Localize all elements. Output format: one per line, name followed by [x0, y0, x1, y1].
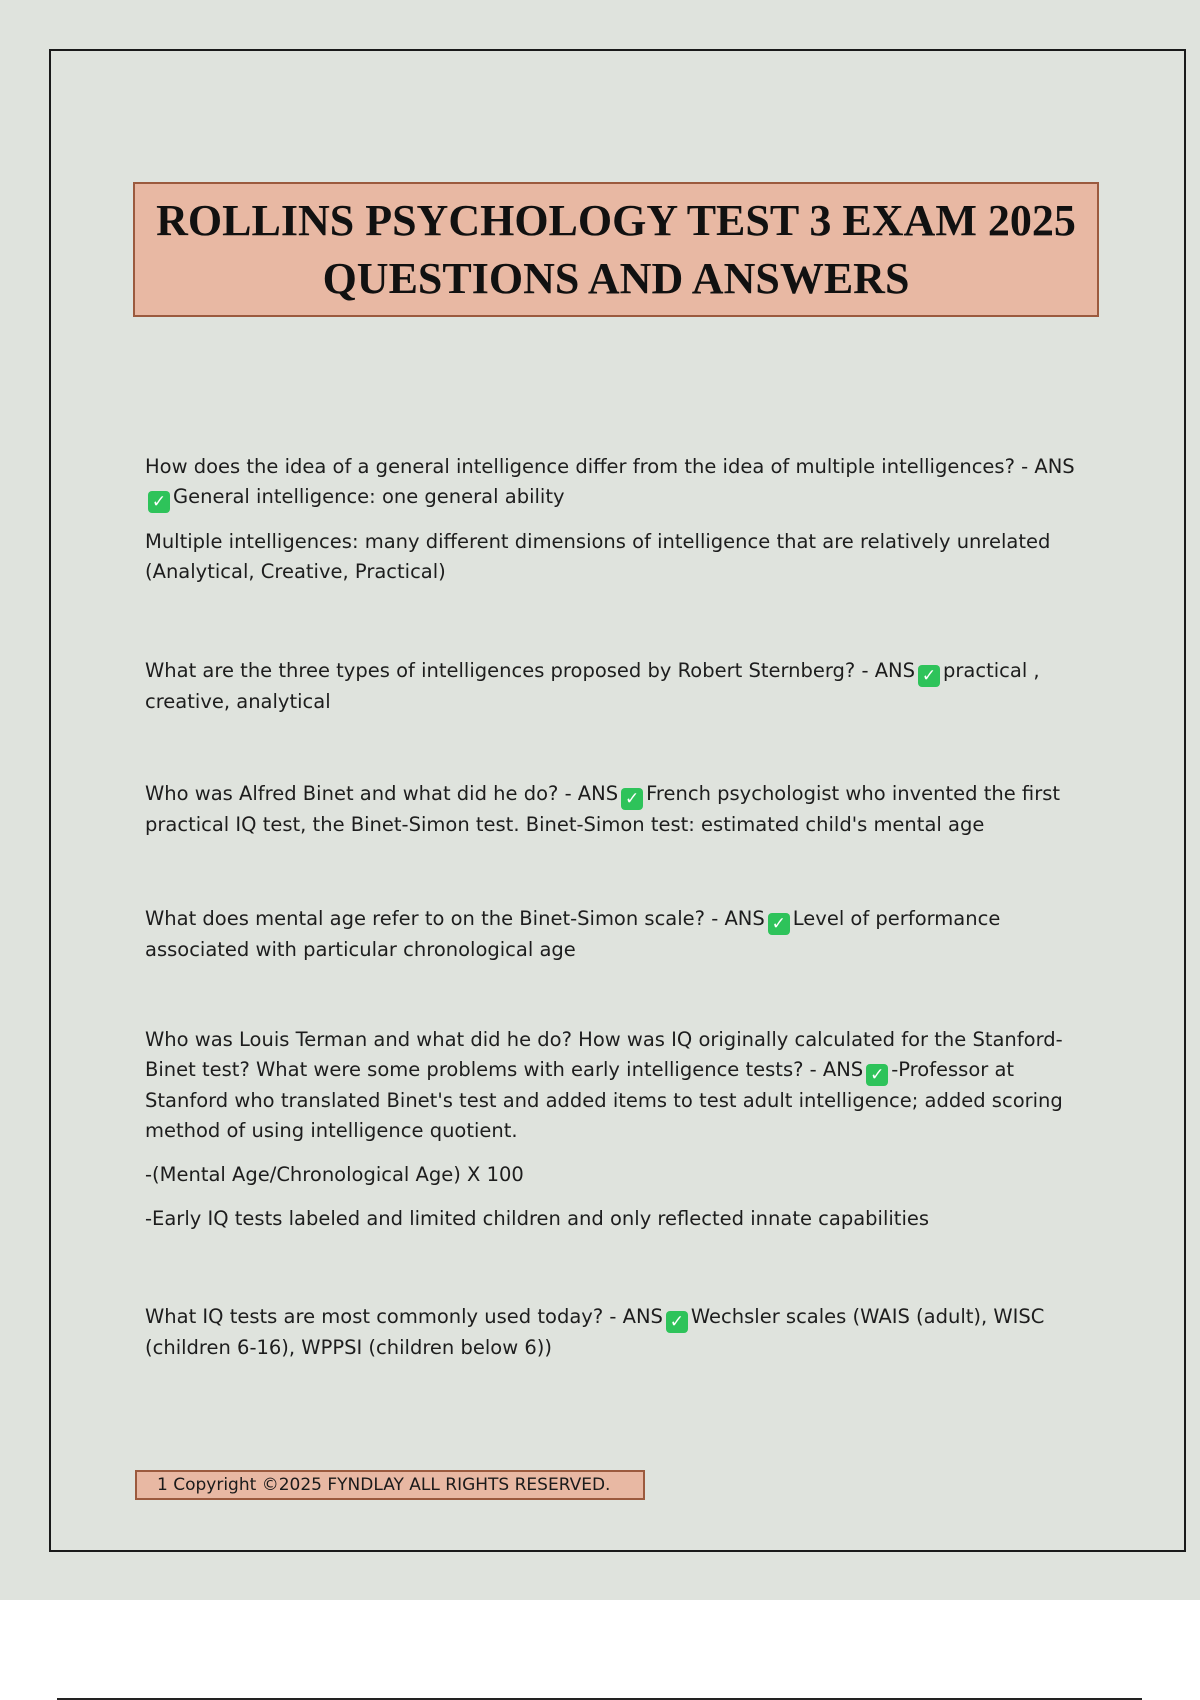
answer-text: French psychologist who invented the first practical IQ test, the Binet-Simon test. Binet-Simon test: estimated child's mental age	[145, 782, 1061, 836]
checkmark-icon: ✓	[148, 491, 170, 513]
answer-extra-line: -(Mental Age/Chronological Age) X 100	[145, 1163, 524, 1186]
qa-block-5	[145, 1025, 1085, 1248]
checkmark-icon: ✓	[866, 1064, 888, 1086]
qa-item	[145, 452, 1085, 513]
answer-extra-line: Multiple intelligences: many different dimensions of intelligence that are relatively unrelated (Analytical, Creative, Practical)	[145, 530, 1051, 583]
answer-text: Wechsler scales (WAIS (adult), WISC (children 6-16), WPPSI (children below 6))	[145, 1305, 1045, 1359]
qa-item	[145, 779, 1085, 840]
question-text: What IQ tests are most commonly used today? - ANS	[145, 1305, 663, 1328]
qa-block-4	[145, 904, 1085, 979]
qa-block-3	[145, 779, 1085, 854]
answer-extra-line: -Early IQ tests labeled and limited children and only reflected innate capabilities	[145, 1207, 930, 1230]
qa-item	[145, 1302, 1085, 1363]
qa-item	[145, 904, 1085, 965]
answer-text: Level of performance associated with particular chronological age	[145, 907, 1001, 961]
answer-text: -Professor at Stanford who translated Binet's test and added items to test adult intelligence; added scoring method of using intelligence quotient.	[145, 1058, 1063, 1142]
checkmark-icon: ✓	[666, 1311, 688, 1333]
question-text: How does the idea of a general intelligence differ from the idea of multiple intelligences? - ANS	[145, 455, 1075, 478]
qa-block-6	[145, 1302, 1085, 1377]
qa-block-2	[145, 656, 1085, 731]
question-text: Who was Alfred Binet and what did he do? - ANS	[145, 782, 619, 805]
checkmark-icon: ✓	[768, 913, 790, 935]
qa-item	[145, 656, 1085, 717]
qa-block-1	[145, 452, 1085, 601]
question-text: Who was Louis Terman and what did he do? How was IQ originally calculated for the Stanford-Binet test? What were some problems with early intelligence tests? - ANS	[145, 1028, 1063, 1081]
question-text: What are the three types of intelligences proposed by Robert Sternberg? - ANS	[145, 659, 916, 682]
question-text: What does mental age refer to on the Binet-Simon scale? - ANS	[145, 907, 765, 930]
title-banner	[133, 182, 1099, 317]
qa-item	[145, 1025, 1085, 1146]
copyright-footer: 1 Copyright ©2025 FYNDLAY ALL RIGHTS RESERVED.	[135, 1470, 645, 1500]
answer-text: General intelligence: one general ability	[173, 485, 565, 508]
checkmark-icon: ✓	[621, 788, 643, 810]
answer-text: practical , creative, analytical	[145, 659, 1040, 713]
checkmark-icon: ✓	[918, 665, 940, 687]
document-title: ROLLINS PSYCHOLOGY TEST 3 EXAM 2025 QUESTIONS AND ANSWERS	[156, 195, 1076, 303]
